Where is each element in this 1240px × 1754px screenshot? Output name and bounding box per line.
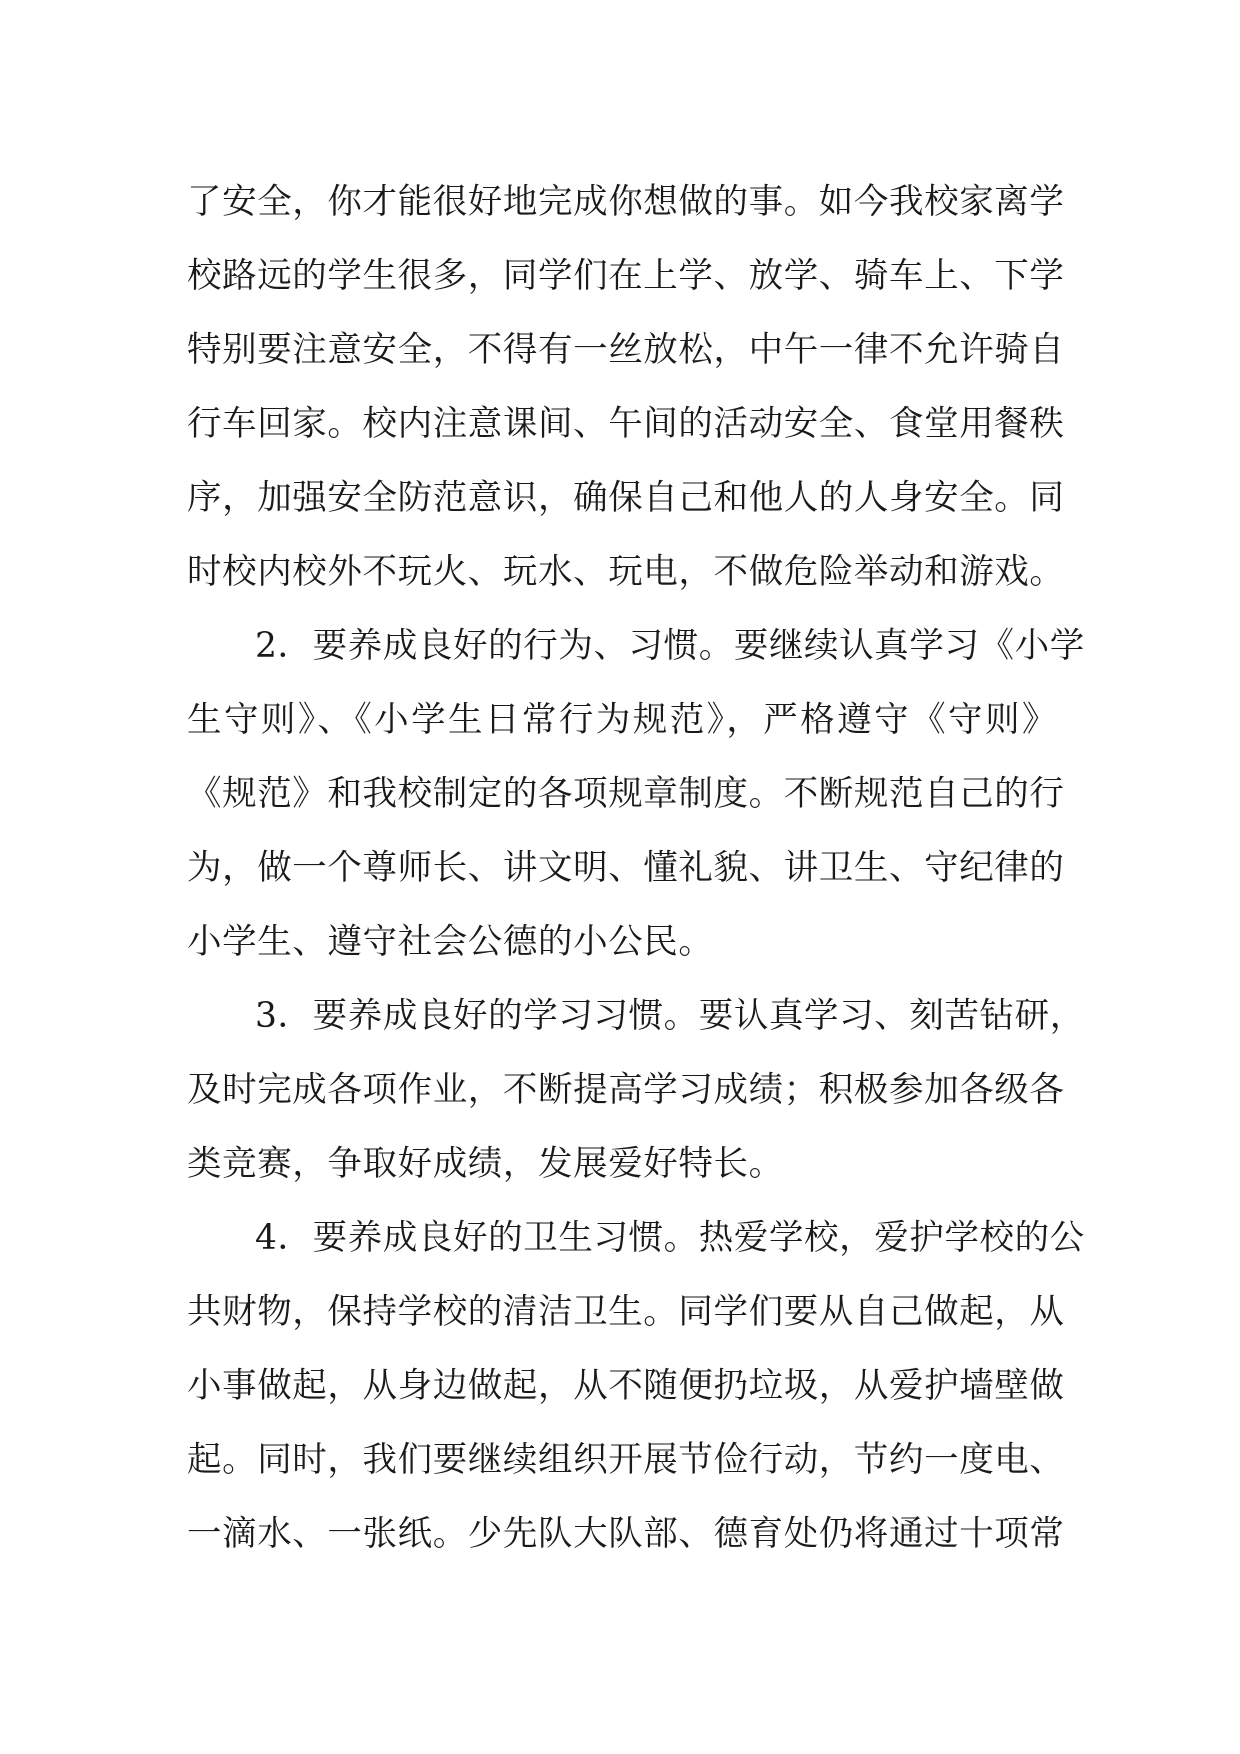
- text-line: 类竞赛，争取好成绩，发展爱好特长。: [187, 1144, 784, 1184]
- text-line: 行车回家。校内注意课间、午间的活动安全、食堂用餐秩: [187, 404, 1065, 444]
- text-line: 共财物，保持学校的清洁卫生。同学们要从自己做起，从: [187, 1292, 1065, 1332]
- paragraph-3-start: 3．要养成良好的学习习惯。要认真学习、刻苦钻研，: [255, 996, 1085, 1036]
- text-line: 生守则》、《小学生日常行为规范》，严格遵守《守则》: [187, 700, 1057, 740]
- text-line: 起。同时，我们要继续组织开展节俭行动，节约一度电、: [187, 1440, 1065, 1480]
- text-line: 小事做起，从身边做起，从不随便扔垃圾，从爱护墙壁做: [187, 1366, 1065, 1406]
- text-line: 及时完成各项作业，不断提高学习成绩；积极参加各级各: [187, 1070, 1065, 1110]
- document-body: [187, 165, 1085, 1571]
- text-line: 一滴水、一张纸。少先队大队部、德育处仍将通过十项常: [187, 1514, 1065, 1554]
- text-line: 序，加强安全防范意识，确保自己和他人的人身安全。同: [187, 478, 1065, 518]
- text-line: 《规范》和我校制定的各项规章制度。不断规范自己的行: [187, 774, 1065, 814]
- text-line: 校路远的学生很多，同学们在上学、放学、骑车上、下学: [187, 256, 1065, 296]
- text-line: 时校内校外不玩火、玩水、玩电，不做危险举动和游戏。: [187, 552, 1065, 592]
- paragraph-4-start: 4．要养成良好的卫生习惯。热爱学校，爱护学校的公: [255, 1218, 1085, 1258]
- text-line: 为，做一个尊师长、讲文明、懂礼貌、讲卫生、守纪律的: [187, 848, 1065, 888]
- paragraph-2-start: 2．要养成良好的行为、习惯。要继续认真学习《小学: [255, 626, 1085, 666]
- text-line: 了安全，你才能很好地完成你想做的事。如今我校家离学: [187, 182, 1065, 222]
- text-line: 特别要注意安全，不得有一丝放松，中午一律不允许骑自: [187, 330, 1065, 370]
- text-line: 小学生、遵守社会公德的小公民。: [187, 922, 714, 962]
